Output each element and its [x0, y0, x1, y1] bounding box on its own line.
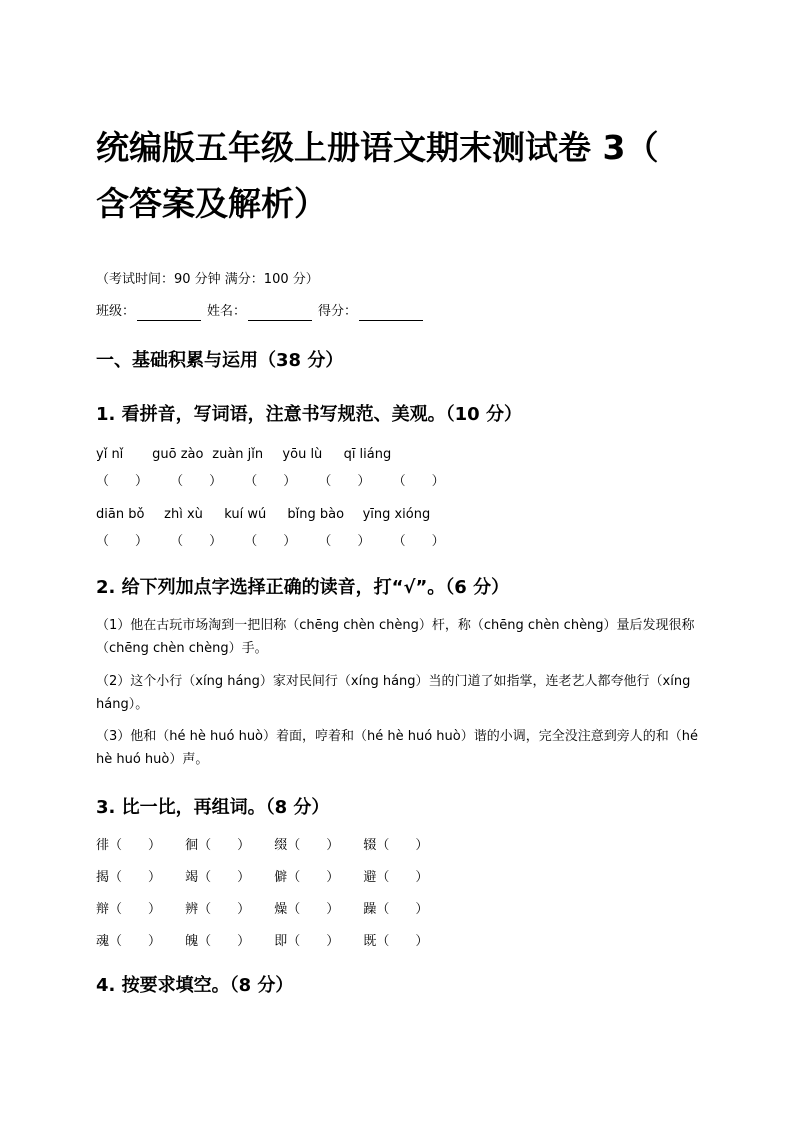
question-1-title: 1. 看拼音，写词语，注意书写规范、美观。（10 分）: [96, 404, 522, 425]
score-label: 得分：: [318, 304, 358, 319]
exam-info: （考试时间：90 分钟 满分：100 分）: [96, 272, 319, 287]
pinyin-item: zhì xù: [164, 507, 203, 522]
question-2-item-2: （2）这个小行（xíng háng）家对民间行（xíng háng）当的门道了如指掌，连老艺人都夸他行（xíng háng）。: [96, 674, 691, 712]
compare-item: 辩（ ）: [96, 902, 162, 917]
question-4-title: 4. 按要求填空。（8 分）: [96, 975, 294, 996]
compare-item: 辍（ ）: [363, 838, 429, 853]
pinyin-row-1: [96, 446, 404, 464]
compare-item: 魄（ ）: [185, 934, 251, 949]
pinyin-item: diān bǒ: [96, 507, 145, 522]
answer-paren: （ ）: [170, 474, 223, 489]
answer-paren: （ ）: [318, 534, 371, 549]
answer-paren: （ ）: [96, 534, 149, 549]
compare-item: 徊（ ）: [185, 838, 251, 853]
compare-row-4: [96, 933, 448, 951]
section-title: 一、基础积累与运用（38 分）: [96, 350, 344, 371]
answer-paren: （ ）: [96, 474, 149, 489]
exam-title-line1: 统编版五年级上册语文期末测试卷 3（: [96, 128, 659, 167]
class-label: 班级：: [96, 304, 136, 319]
compare-item: 魂（ ）: [96, 934, 162, 949]
compare-item: 辨（ ）: [185, 902, 251, 917]
compare-item: 缀（ ）: [274, 838, 340, 853]
pinyin-item: bǐng bào: [287, 507, 345, 522]
pinyin-item: yīng xióng: [362, 507, 431, 522]
question-3-title: 3. 比一比，再组词。（8 分）: [96, 797, 330, 818]
compare-item: 竭（ ）: [185, 870, 251, 885]
question-2-title: 2. 给下列加点字选择正确的读音，打“√”。（6 分）: [96, 577, 510, 598]
pinyin-item: yǐ nǐ: [96, 447, 124, 462]
name-blank: [248, 306, 312, 321]
compare-item: 即（ ）: [274, 934, 340, 949]
compare-item: 既（ ）: [363, 934, 429, 949]
answer-paren: （ ）: [392, 534, 445, 549]
answer-parens-row-1: [96, 473, 463, 491]
compare-item: 僻（ ）: [274, 870, 340, 885]
answer-parens-row-2: [96, 533, 463, 551]
compare-item: 避（ ）: [363, 870, 429, 885]
compare-row-1: [96, 837, 448, 855]
pinyin-item: guō zào: [152, 447, 204, 462]
compare-item: 徘（ ）: [96, 838, 162, 853]
answer-paren: （ ）: [170, 534, 223, 549]
compare-row-2: [96, 869, 448, 887]
class-blank: [137, 306, 201, 321]
pinyin-row-2: [96, 506, 433, 524]
compare-item: 躁（ ）: [363, 902, 429, 917]
answer-paren: （ ）: [392, 474, 445, 489]
pinyin-item: kuí wú: [224, 507, 267, 522]
answer-paren: （ ）: [318, 474, 371, 489]
compare-item: 燥（ ）: [274, 902, 340, 917]
compare-item: 揭（ ）: [96, 870, 162, 885]
exam-title-line2: 含答案及解析）: [96, 184, 327, 223]
pinyin-item: yōu lù: [282, 447, 323, 462]
student-info-line: [96, 303, 429, 321]
pinyin-item: qī liáng: [343, 447, 392, 462]
name-label: 姓名：: [207, 304, 247, 319]
answer-paren: （ ）: [244, 474, 297, 489]
pinyin-item: zuàn jǐn: [212, 447, 264, 462]
question-2-item-3: （3）他和（hé hè huó huò）着面，哼着和（hé hè huó huò）谐的小调，完全没注意到旁人的和（hé hè huó huò）声。: [96, 729, 698, 767]
question-2-item-1: （1）他在古玩市场淘到一把旧称（chēng chèn chèng）杆，称（chēng chèn chèng）量后发现很称（chēng chèn chèng）手。: [96, 618, 695, 656]
score-blank: [359, 306, 423, 321]
compare-row-3: [96, 901, 448, 919]
answer-paren: （ ）: [244, 534, 297, 549]
